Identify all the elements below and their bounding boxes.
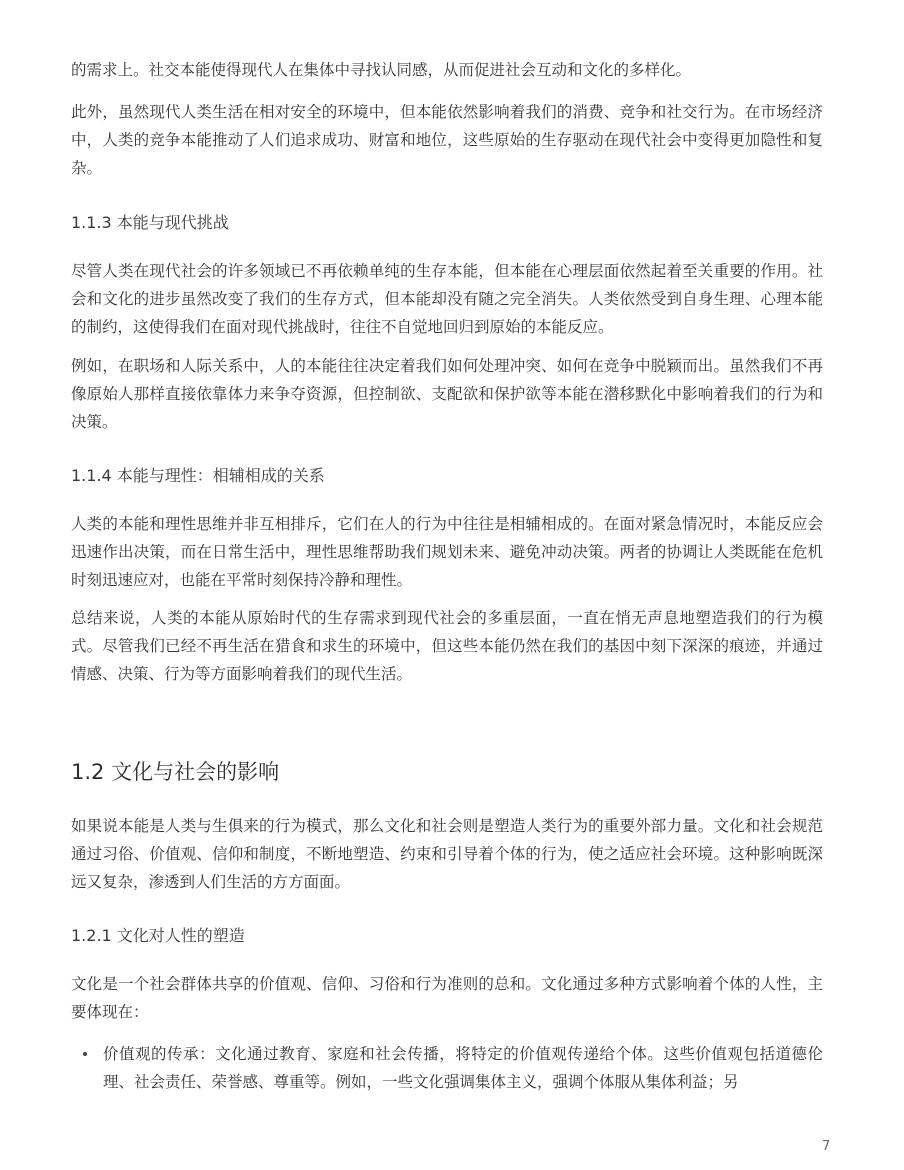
paragraph-instinct-reason: 人类的本能和理性思维并非互相排斥，它们在人的行为中往往是相辅相成的。在面对紧急情况时，本能反应会迅速作出决策，而在日常生活中，理性思维帮助我们规划未来、避免冲动决策。两者的协调让人类既能在危机时刻迅速应对，也能在平常时刻保持冷静和理性。 [71,515,823,589]
paragraph-culture-society-intro: 如果说本能是人类与生俱来的行为模式，那么文化和社会则是塑造人类行为的重要外部力量。文化和社会规范通过习俗、价值观、信仰和制度，不断地塑造、约束和引导着个体的行为，使之适应社会环境。这种影响既深远又复杂，渗透到人们生活的方方面面。 [71,817,823,891]
list-item-text: 价值观的传承：文化通过教育、家庭和社会传播，将特定的价值观传递给个体。这些价值观包括道德伦理、社会责任、荣誉感、尊重等。例如，一些文化强调集体主义，强调个体服从集体利益；另 [103,1045,823,1091]
bullet-dot-icon [83,1052,87,1056]
document-page [71,0,823,1170]
paragraph-workplace-instinct: 例如，在职场和人际关系中，人的本能往往决定着我们如何处理冲突、如何在竞争中脱颖而出。虽然我们不再像原始人那样直接依靠体力来争夺资源，但控制欲、支配欲和保护欲等本能在潜移默化中影响着我们的行为和决策。 [71,357,823,431]
paragraph-summary: 总结来说，人类的本能从原始时代的生存需求到现代社会的多重层面，一直在悄无声息地塑造我们的行为模式。尽管我们已经不再生活在猎食和求生的环境中，但这些本能仍然在我们的基因中刻下深深的痕迹，并通过情感、决策、行为等方面影响着我们的现代生活。 [71,609,823,683]
heading-1-2-1: 1.2.1 文化对人性的塑造 [71,926,245,945]
heading-1-1-4: 1.1.4 本能与理性：相辅相成的关系 [71,466,325,485]
paragraph-culture-definition: 文化是一个社会群体共享的价值观、信仰、习俗和行为准则的总和。文化通过多种方式影响着个体的人性，主要体现在： [71,975,823,1021]
heading-1-1-3: 1.1.3 本能与现代挑战 [71,213,229,232]
heading-1-2: 1.2 文化与社会的影响 [71,760,280,784]
paragraph-social-instinct: 的需求上。社交本能使得现代人在集体中寻找认同感，从而促进社会互动和文化的多样化。 [71,61,692,79]
paragraph-instinct-psychology: 尽管人类在现代社会的许多领域已不再依赖单纯的生存本能，但本能在心理层面依然起着至关重要的作用。社会和文化的进步虽然改变了我们的生存方式，但本能却没有随之完全消失。人类依然受到自身生理、心理本能的制约，这使得我们在面对现代挑战时，往往不自觉地回归到原始的本能反应。 [71,262,823,336]
page-number: 7 [822,1139,831,1154]
paragraph-modern-competition: 此外，虽然现代人类生活在相对安全的环境中，但本能依然影响着我们的消费、竞争和社交行为。在市场经济中，人类的竞争本能推动了人们追求成功、财富和地位，这些原始的生存驱动在现代社会中变得更加隐性和复杂。 [71,103,823,177]
